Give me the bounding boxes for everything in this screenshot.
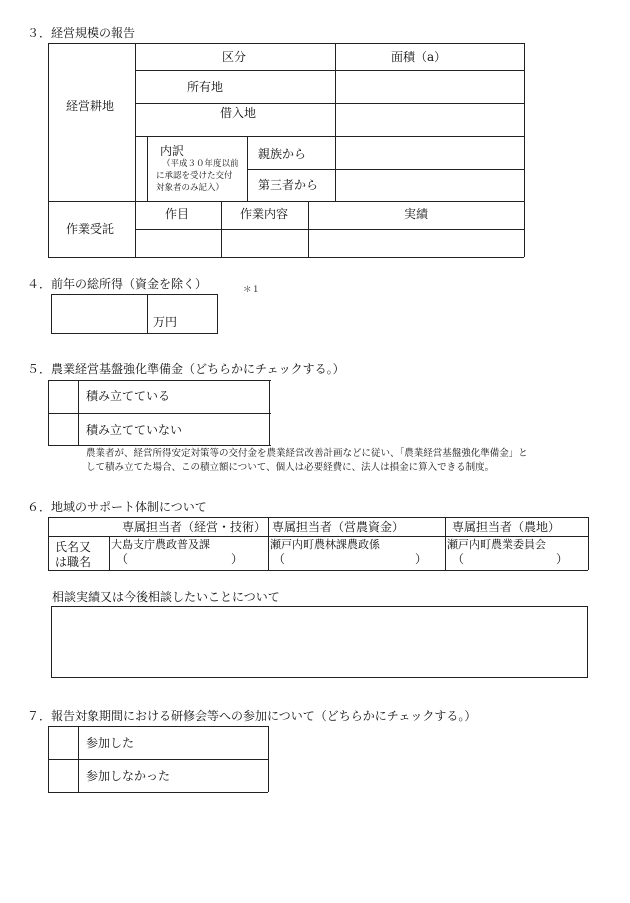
rented-area-input[interactable] (336, 104, 523, 135)
contract-work-label: 作業受託 (66, 222, 115, 236)
not-attended-checkbox[interactable] (49, 760, 77, 791)
attended-label: 参加した (86, 736, 135, 750)
work-content-input[interactable] (222, 230, 307, 256)
relatives-area-input[interactable] (336, 137, 523, 168)
owned-land-label: 所有地 (187, 80, 224, 94)
rented-land-label: 借入地 (220, 106, 257, 120)
finance-name-input[interactable] (286, 553, 414, 567)
section-6-heading: ６．地域のサポート体制について (27, 500, 207, 514)
crop-input[interactable] (136, 230, 220, 256)
support-col-finance: 専属担当者（営農資金） (272, 520, 405, 534)
reserve-yes-label: 積み立てている (86, 389, 171, 403)
third-party-area-input[interactable] (336, 170, 523, 200)
work-content-label: 作業内容 (240, 207, 289, 221)
attended-checkbox[interactable] (49, 727, 77, 758)
section-7-heading: ７．報告対象期間における研修会等への参加について（どちらかにチェックする。） (27, 709, 477, 723)
income-unit: 万円 (153, 315, 178, 329)
management-paren-close: ） (231, 552, 244, 566)
from-relatives-label: 親族から (258, 147, 307, 161)
breakdown-note-3: 対象者のみ記入） (156, 183, 225, 193)
breakdown-note-2: に承認を受けた交付 (156, 171, 233, 181)
farmland-org: 瀬戸内町農業委員会 (447, 538, 546, 551)
consult-label: 相談実績又は今後相談したいことについて (52, 590, 280, 604)
footnote-mark: ＊１ (243, 285, 261, 295)
support-col-management: 専属担当者（経営・技術） (122, 520, 267, 534)
crop-label: 作目 (165, 207, 190, 221)
col-area: 面積（a） (391, 50, 447, 64)
management-name-input[interactable] (128, 553, 228, 567)
breakdown-label: 内訳 (160, 144, 185, 158)
farmland-paren-close: ） (556, 552, 569, 566)
breakdown-note-1: （平成３０年度以前 (162, 159, 239, 169)
farmland-paren-open: （ (452, 552, 465, 566)
reserve-no-label: 積み立てていない (86, 423, 183, 437)
col-kubun: 区分 (222, 50, 247, 64)
finance-paren-open: （ (273, 552, 286, 566)
reserve-note-line-1: 農業者が、経営所得安定対策等の交付金を農業経営改善計画などに従い、「農業経営基盤強化準備金」と (86, 448, 528, 459)
results-input[interactable] (309, 230, 523, 256)
section-5-heading: ５．農業経営基盤強化準備金（どちらかにチェックする。） (27, 362, 345, 376)
owned-area-input[interactable] (336, 71, 523, 102)
results-label: 実績 (404, 207, 429, 221)
farmland-label: 経営耕地 (66, 99, 115, 113)
farmland-name-input[interactable] (466, 553, 554, 567)
finance-org: 瀬戸内町農林課農政係 (270, 538, 380, 551)
section-4-heading: ４．前年の総所得（資金を除く） (27, 277, 208, 291)
reserve-yes-checkbox[interactable] (49, 381, 77, 412)
management-paren-open: （ (116, 552, 129, 566)
income-input[interactable] (52, 295, 146, 333)
section-3-heading: ３．経営規模の報告 (27, 26, 136, 40)
reserve-note-line-2: して積み立てた場合、この積立額について、個人は必要経費に、法人は損金に算入できる制度。 (86, 462, 495, 473)
reserve-no-checkbox[interactable] (49, 414, 77, 444)
support-col-farmland: 専属担当者（農地） (452, 520, 561, 534)
name-title-label-2: は職名 (55, 555, 92, 569)
not-attended-label: 参加しなかった (86, 769, 171, 783)
management-org: 大島支庁農政普及課 (111, 538, 210, 551)
from-third-party-label: 第三者から (258, 178, 319, 192)
name-title-label-1: 氏名又 (55, 540, 92, 554)
finance-paren-close: ） (415, 552, 428, 566)
consult-textarea[interactable] (51, 606, 588, 678)
